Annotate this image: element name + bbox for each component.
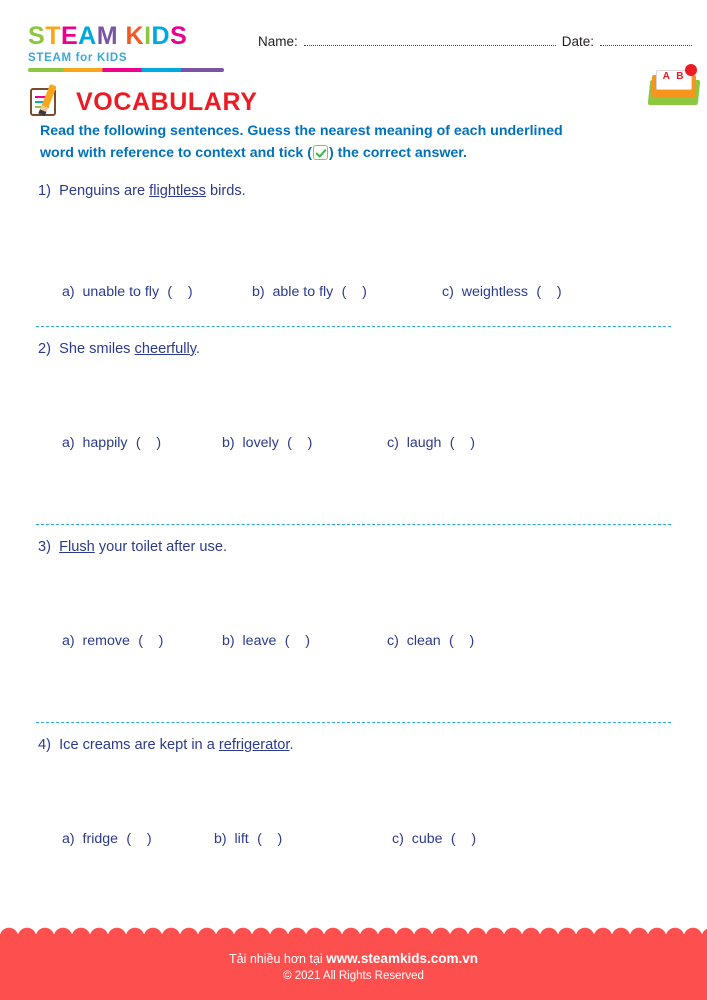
question-prompt-before: She smiles <box>59 341 135 357</box>
option-b-text: lovely <box>242 435 279 451</box>
instructions-line2-after: ) the correct answer. <box>328 145 467 161</box>
logo-underline-bar <box>28 68 224 72</box>
question-keyword: refrigerator <box>218 737 290 753</box>
date-label: Date: <box>561 34 595 49</box>
option-c[interactable] <box>387 633 479 649</box>
option-a[interactable] <box>62 831 214 847</box>
option-c-label: c) <box>387 435 399 451</box>
option-b-label: b) <box>222 435 235 451</box>
option-c-text: cube <box>411 831 443 847</box>
question-text <box>36 737 671 753</box>
option-b-answer-box[interactable]: ( ) <box>287 435 313 451</box>
instructions <box>40 120 660 164</box>
option-c-text: weightless <box>461 284 528 300</box>
page-title: VOCABULARY <box>76 87 258 116</box>
date-input[interactable] <box>600 35 692 46</box>
question-number: 2) <box>38 341 51 357</box>
question-keyword: Flush <box>59 539 95 555</box>
question-number: 4) <box>38 737 51 753</box>
question-block <box>36 737 671 887</box>
option-c-label: c) <box>442 284 454 300</box>
footer-copyright: © 2021 All Rights Reserved <box>283 970 424 982</box>
option-c[interactable] <box>392 831 480 847</box>
question-number: 3) <box>38 539 51 555</box>
option-b[interactable] <box>222 435 387 451</box>
option-c-answer-box[interactable]: ( ) <box>536 284 562 300</box>
logo-subtitle: STEAM for KIDS <box>28 52 128 64</box>
option-b-answer-box[interactable]: ( ) <box>257 831 283 847</box>
question-prompt-after: . <box>289 737 294 753</box>
page-header <box>28 22 679 72</box>
option-c[interactable] <box>442 284 566 300</box>
question-prompt-after: birds. <box>205 183 246 199</box>
option-b-answer-box[interactable]: ( ) <box>341 284 367 300</box>
option-c-answer-box[interactable]: ( ) <box>449 435 476 451</box>
pencil-notepad-icon <box>28 85 64 119</box>
question-prompt-before: Ice creams are kept in a <box>59 737 219 753</box>
question-block <box>36 341 671 539</box>
question-prompt-after: . <box>195 341 200 357</box>
option-a-answer-box[interactable]: ( ) <box>167 284 193 300</box>
option-a[interactable] <box>62 633 222 649</box>
option-b-text: leave <box>242 633 277 649</box>
name-label: Name: <box>258 34 298 49</box>
logo-title: STEAM KIDS <box>28 22 188 50</box>
books-letters: A B <box>662 71 686 82</box>
option-a[interactable] <box>62 435 222 451</box>
option-a-text: remove <box>82 633 130 649</box>
question-text <box>36 341 671 357</box>
option-a-text: happily <box>82 435 128 451</box>
option-b-label: b) <box>214 831 227 847</box>
question-divider <box>36 524 671 525</box>
footer-prefix: Tải nhiều hơn tại <box>229 952 327 966</box>
title-row <box>28 80 679 124</box>
questions-list <box>36 183 671 887</box>
option-a-label: a) <box>62 831 75 847</box>
option-b[interactable] <box>222 633 387 649</box>
name-date-row <box>240 22 698 49</box>
question-divider <box>36 722 671 723</box>
option-c[interactable] <box>387 435 479 451</box>
option-c-answer-box[interactable]: ( ) <box>450 831 477 847</box>
option-c-answer-box[interactable]: ( ) <box>449 633 475 649</box>
instructions-line1: Read the following sentences. Guess the nearest meaning of each underlined <box>40 123 563 139</box>
option-a-text: unable to fly <box>82 284 160 300</box>
option-c-label: c) <box>392 831 404 847</box>
option-a-label: a) <box>62 435 75 451</box>
footer-website-link[interactable]: www.steamkids.com.vn <box>326 951 478 966</box>
option-b[interactable] <box>214 831 392 847</box>
option-a-label: a) <box>62 284 75 300</box>
option-a-text: fridge <box>82 831 119 847</box>
option-a-answer-box[interactable]: ( ) <box>138 633 164 649</box>
question-block <box>36 183 671 341</box>
question-number: 1) <box>38 183 51 199</box>
options-row <box>36 753 671 847</box>
checkmark-icon <box>313 145 328 160</box>
question-text <box>36 183 671 199</box>
option-b[interactable] <box>252 284 442 300</box>
option-b-label: b) <box>252 284 265 300</box>
footer-scallop-decoration <box>0 925 707 937</box>
option-c-text: laugh <box>406 435 442 451</box>
abc-books-icon <box>647 66 703 112</box>
question-keyword: cheerfully <box>134 341 196 357</box>
question-prompt-before: Penguins are <box>59 183 150 199</box>
option-c-text: clean <box>406 633 441 649</box>
option-a-answer-box[interactable]: ( ) <box>126 831 152 847</box>
option-a-label: a) <box>62 633 75 649</box>
options-row <box>36 555 671 649</box>
apple-icon <box>685 64 697 76</box>
question-text <box>36 539 671 555</box>
page-footer <box>0 934 707 1000</box>
option-a-answer-box[interactable]: ( ) <box>135 435 162 451</box>
question-prompt-after: your toilet after use. <box>94 539 228 555</box>
instructions-line2-before: word with reference to context and tick ( <box>40 145 312 161</box>
option-b-answer-box[interactable]: ( ) <box>284 633 311 649</box>
footer-site-line <box>0 934 707 966</box>
question-keyword: flightless <box>149 183 206 199</box>
option-a[interactable] <box>62 284 252 300</box>
brand-logo <box>28 22 240 72</box>
option-b-text: lift <box>234 831 249 847</box>
name-input[interactable] <box>304 35 556 46</box>
options-row <box>36 199 671 300</box>
question-divider <box>36 326 671 327</box>
options-row <box>36 357 671 451</box>
question-block <box>36 539 671 737</box>
option-c-label: c) <box>387 633 399 649</box>
option-b-label: b) <box>222 633 235 649</box>
option-b-text: able to fly <box>272 284 334 300</box>
